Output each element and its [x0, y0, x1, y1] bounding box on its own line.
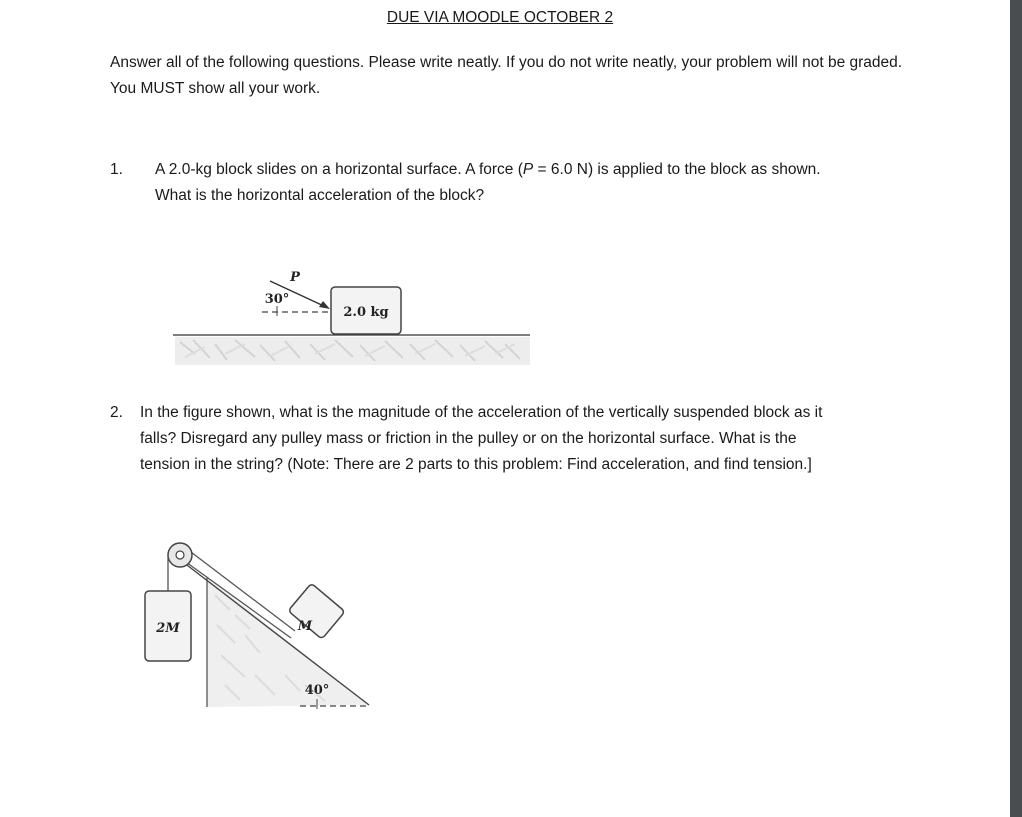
question-1-text — [155, 157, 915, 209]
force-label: P — [290, 270, 300, 285]
angle-label-40: 40° — [304, 683, 330, 698]
incline-block-m — [288, 583, 345, 639]
figure-1-block-on-surface — [165, 262, 540, 372]
question-2-line-2: falls? Disregard any pulley mass or friction in the pulley or on the horizontal surface. What is the — [140, 430, 797, 447]
question-1-number: 1. — [110, 161, 123, 178]
question-2-line-1: In the figure shown, what is the magnitude of the acceleration of the vertically suspended block as it — [140, 404, 823, 421]
block-mass-label: 2.0 kg — [343, 305, 389, 320]
page-title: DUE VIA MOODLE OCTOBER 2 — [386, 9, 614, 26]
question-1-line-1 — [155, 157, 915, 183]
question-1-force-variable: P — [522, 161, 534, 178]
force-arrowhead — [319, 301, 330, 309]
question-2-text — [140, 400, 930, 478]
ground-texture — [175, 337, 530, 365]
question-2-number: 2. — [110, 404, 123, 421]
hanging-block-label: 2M — [156, 621, 180, 636]
question-1-line-2: What is the horizontal acceleration of the block? — [155, 187, 485, 204]
question-1-line-1-end: = 6.0 N) is applied to the block as shown. — [533, 161, 821, 178]
scrollbar-edge[interactable] — [1010, 0, 1022, 817]
figure-2-pulley-incline — [135, 535, 395, 715]
question-2-line-3: tension in the string? (Note: There are 2 parts to this problem: Find acceleration, and find tension.] — [140, 456, 812, 473]
incline-block-label: M — [297, 619, 313, 634]
question-1-line-1-start: A 2.0-kg block slides on a horizontal surface. A force ( — [155, 161, 523, 178]
pulley-axle — [176, 551, 184, 559]
angle-label-30: 30° — [264, 292, 290, 307]
instructions-paragraph: Answer all of the following questions. Please write neatly. If you do not write neatly, your problem will not be graded. You MUST show all your work. — [110, 54, 903, 97]
